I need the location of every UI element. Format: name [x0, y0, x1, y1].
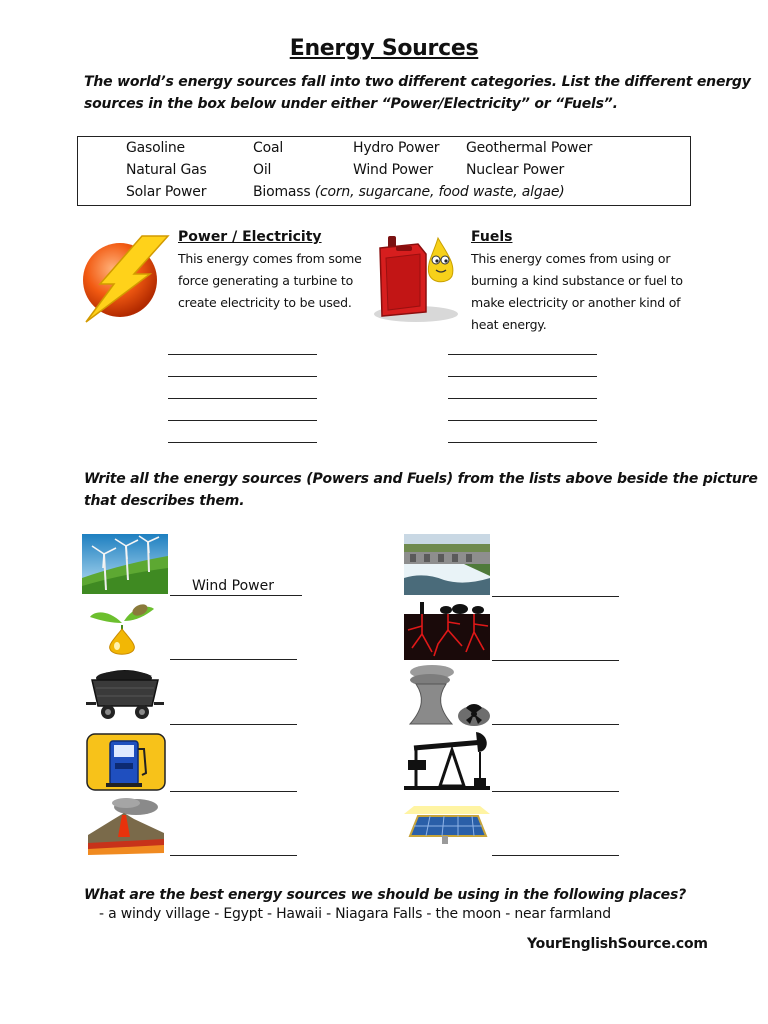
power-desc-line: This energy comes from some: [178, 251, 362, 266]
wind-turbines-icon: [82, 534, 168, 594]
power-heading: Power / Electricity: [178, 229, 322, 245]
oil-pump-jack-icon: [404, 730, 490, 792]
power-description: [178, 248, 362, 314]
fuels-answer-blank[interactable]: [448, 354, 597, 355]
picture-answer-wind: Wind Power: [192, 578, 274, 594]
fuels-desc-line: make electricity or another kind of: [471, 295, 681, 310]
word-geothermal-power: Geothermal Power: [466, 140, 593, 156]
fuel-can-icon: [372, 232, 464, 324]
power-answer-blank[interactable]: [168, 442, 317, 443]
word-oil: Oil: [253, 162, 272, 178]
power-answer-blank[interactable]: [168, 354, 317, 355]
fuels-heading: Fuels: [471, 229, 513, 245]
lightning-bolt-icon: [80, 234, 170, 324]
nuclear-cooling-tower-icon: [404, 664, 490, 726]
picture-answer-blank[interactable]: [170, 855, 297, 856]
fuels-desc-line: burning a kind substance or fuel to: [471, 273, 683, 288]
picture-answer-blank[interactable]: [170, 791, 297, 792]
picture-answer-blank[interactable]: [492, 791, 619, 792]
word-nuclear-power: Nuclear Power: [466, 162, 565, 178]
solar-panel-icon: [404, 806, 490, 846]
fuels-answer-blank[interactable]: [448, 398, 597, 399]
power-answer-blank[interactable]: [168, 398, 317, 399]
oil-drop-plant-icon: [88, 601, 156, 657]
places-question: What are the best energy sources we should be using in the following places?: [84, 887, 687, 903]
word-coal: Coal: [253, 140, 284, 156]
word-biomass: [253, 184, 565, 200]
fuels-description: [471, 248, 683, 336]
page-title: Energy Sources: [289, 36, 479, 61]
fuels-answer-blank[interactable]: [448, 442, 597, 443]
places-list: - a windy village - Egypt - Hawaii - Niagara Falls - the moon - near farmland: [99, 906, 611, 922]
power-answer-blank[interactable]: [168, 420, 317, 421]
fuels-desc-line: heat energy.: [471, 317, 547, 332]
picture-answer-blank[interactable]: [170, 659, 297, 660]
volcano-geothermal-icon: [86, 797, 166, 857]
power-desc-line: force generating a turbine to: [178, 273, 354, 288]
picture-answer-blank[interactable]: [492, 724, 619, 725]
underground-gas-roots-icon: [404, 600, 490, 660]
word-hydro-power: Hydro Power: [353, 140, 440, 156]
power-answer-blank[interactable]: [168, 376, 317, 377]
picture-answer-blank[interactable]: [492, 596, 619, 597]
fuels-answer-blank[interactable]: [448, 376, 597, 377]
picture-answer-blank[interactable]: [492, 660, 619, 661]
gas-pump-icon: [86, 733, 166, 791]
fuels-answer-blank[interactable]: [448, 420, 597, 421]
picture-answer-blank[interactable]: [492, 855, 619, 856]
word-natural-gas: Natural Gas: [126, 162, 207, 178]
biomass-note: (corn, sugarcane, food waste, algae): [314, 184, 565, 200]
hydro-dam-icon: [404, 534, 490, 595]
instruction-line-2: sources in the box below under either “Power/Electricity” or “Fuels”.: [84, 96, 618, 112]
picture-answer-blank[interactable]: [170, 595, 302, 596]
instruction2-line-2: that describes them.: [84, 493, 245, 509]
coal-cart-icon: [84, 666, 166, 722]
word-gasoline: Gasoline: [126, 140, 185, 156]
word-biomass-label: Biomass: [253, 184, 311, 200]
power-desc-line: create electricity to be used.: [178, 295, 352, 310]
word-wind-power: Wind Power: [353, 162, 433, 178]
picture-answer-blank[interactable]: [170, 724, 297, 725]
fuels-desc-line: This energy comes from using or: [471, 251, 671, 266]
word-solar-power: Solar Power: [126, 184, 207, 200]
instruction-line-1: The world’s energy sources fall into two different categories. List the different energy: [84, 74, 751, 90]
instruction2-line-1: Write all the energy sources (Powers and Fuels) from the lists above beside the picture: [84, 471, 758, 487]
footer-site: YourEnglishSource.com: [527, 936, 708, 952]
